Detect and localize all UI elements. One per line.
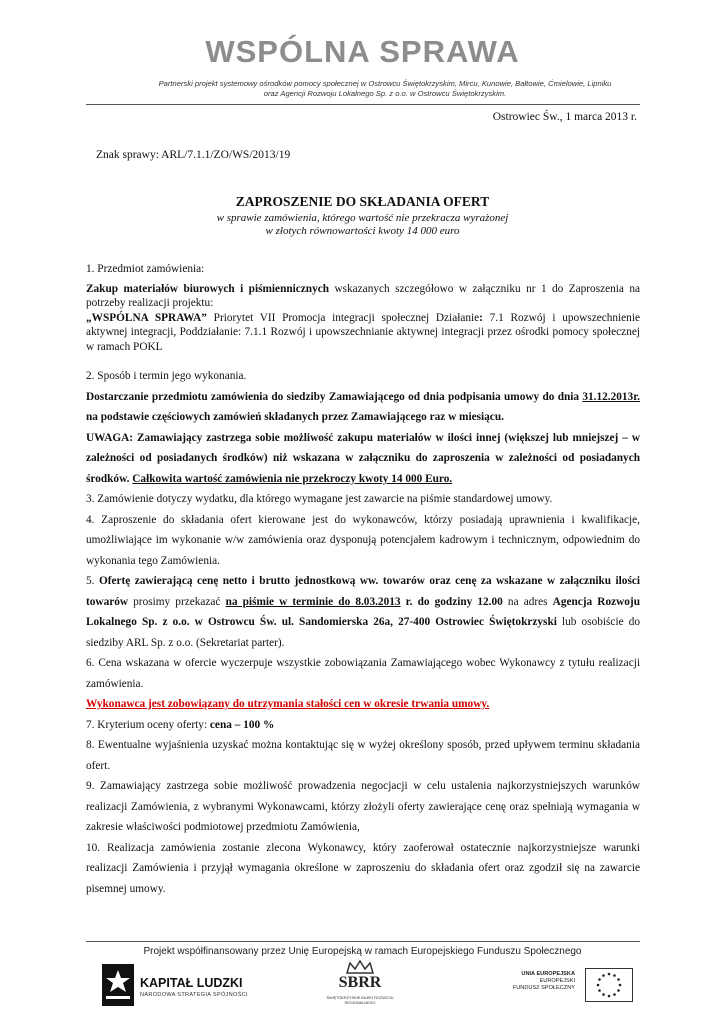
document-header-subtitle (120, 79, 650, 99)
sbrr-crown-icon (345, 960, 375, 974)
section-2-heading: 2. Sposób i termin jego wykonania. (86, 370, 247, 382)
document-header-title: WSPÓLNA SPRAWA (205, 34, 520, 69)
section-3: 3. Zamówienie dotyczy wydatku, dla którego wymagane jest zawarcie na piśmie standardowej umowy. (86, 493, 553, 505)
price-stability-warning: Wykonawca jest zobowiązany do utrzymania stałości cen w okresie trwania umowy. (86, 698, 490, 710)
subtitle-line: w złotych równowartości kwoty 14 000 euro (265, 225, 460, 237)
document-title: ZAPROSZENIE DO SKŁADANIA OFERT (235, 194, 490, 209)
offer-alt: lub osobiście do siedziby ARL Sp. z o.o. (Sekretariat parter). (86, 616, 641, 649)
section-9: 9. Zamawiający zastrzega sobie możliwość prowadzenia negocjacji w celu ustalenia najkorzystniejszych warunków realizacji Zamówienia, z wybranymi Wykonawcami, którzy złożyli oferty zawierające cenę oraz spełniają wymagania w zakresie właściwości podmiotowej przedmiotu Zamówienia, (86, 780, 640, 833)
eu-main-label: UNIA EUROPEJSKA (521, 971, 575, 977)
criterion-value: cena – 100 % (209, 718, 275, 731)
colon: : (479, 311, 483, 324)
section-8: 8. Ewentualne wyjaśnienia uzyskać można kontaktując się w wyżej określony sposób, przed upływem terminu składania ofert. (86, 739, 640, 772)
case-reference: Znak sprawy: ARL/7.1.1/ZO/WS/2013/19 (96, 149, 291, 161)
footer-cofinancing-text: Projekt współfinansowany przez Unię Europejską w ramach Europejskiego Funduszu Społecznego (143, 946, 582, 957)
kapital-ludzki-subtitle: NARODOWA STRATEGIA SPÓJNOŚCI (140, 992, 248, 998)
subject-text: wskazanych szczegółowo w załączniku nr 1 do Zaproszenia na potrzeby realizacji projektu: (86, 282, 640, 309)
kapital-ludzki-title: KAPITAŁ LUDZKI (140, 976, 243, 990)
kapital-ludzki-emblem-icon (100, 962, 136, 1008)
offer-address-label: na adres (502, 595, 553, 608)
eu-label: FUNDUSZ SPOŁECZNY (512, 985, 575, 991)
section-5-number: 5. (86, 575, 99, 587)
section-1-body (86, 282, 640, 355)
eu-logo (505, 968, 645, 1008)
subtitle-line: w sprawie zamówienia, którego wartość nie przekracza wyrażonej (216, 212, 509, 224)
document-subtitle (0, 212, 725, 238)
section-2-body (86, 387, 640, 428)
section-4: 4. Zaproszenie do składania ofert kierowane jest do wykonawców, którzy posiadają uprawnienia i kwalifikacje, umożliwiające im wykonanie w/w zamówienia oraz dysponują potencjałem kadrowym i technicznym, odpowiednim do wykonania tego Zamówienia. (86, 513, 640, 567)
document-body (86, 262, 640, 899)
offer-time: r. do godziny 12.00 (400, 595, 503, 608)
header-subtitle-line: oraz Agencji Rozwoju Lokalnego Sp. z o.o. w Ostrowcu Świętokrzyskim. (263, 89, 507, 98)
delivery-text: Dostarczanie przedmiotu zamówienia do siedziby Zamawiającego od dnia podpisania umowy do dnia (86, 390, 583, 403)
footer-divider (86, 941, 640, 942)
delivery-text-end: na podstawie częściowych zamówień składanych przez Zamawiającego raz w miesiącu. (86, 411, 504, 423)
header-divider (86, 104, 640, 105)
kapital-ludzki-logo (100, 962, 250, 1012)
offer-request: prosimy przekazać (128, 595, 226, 608)
header-subtitle-line: Partnerski projekt systemowy ośrodków pomocy społecznej w Ostrowcu Świętokrzyskim, Mircu, Kunowie, Bałtowie, Ćmielowie, Lipniku (158, 79, 612, 88)
offer-address: Agencja Rozwoju Lokalnego Sp. z o.o. w Ostrowcu Św. ul. Sandomierska 26a, 27-400 Ostrowiec Świętokrzyski (86, 595, 640, 628)
section-7 (86, 715, 640, 736)
eu-label: EUROPEJSKI (539, 978, 575, 984)
offer-text: Ofertę zawierającą cenę netto i brutto jednostkową ww. towarów oraz cenę za wskazane w załączniku ilości towarów (86, 575, 640, 608)
sbrr-mark: SBRR (338, 974, 382, 991)
eu-flag-icon (585, 968, 633, 1002)
criterion-label: 7. Kryterium oceny oferty: (86, 718, 210, 731)
section-1-heading: 1. Przedmiot zamówienia: (86, 263, 205, 275)
note-text: UWAGA: Zamawiający zastrzega sobie możliwość zakupu materiałów w ilości innej (większej lub mniejszej – w zależności od posiadanych środków) niż wskazana w załączniku do zaproszenia w zależności od posiadanych środków. (86, 431, 640, 485)
priority-rest: 7.1 Rozwój i upowszechnienie aktywnej integracji, Poddziałanie: 7.1.1 Rozwój i upowszechnianie aktywnej integracji przez ośrodki pomocy społecznej w ramach POKL (86, 311, 640, 353)
sbrr-logo (320, 960, 400, 1015)
section-6: 6. Cena wskazana w ofercie wyczerpuje wszystkie zobowiązania Zamawiającego wobec Wykonawcy z tytułu realizacji zamówienia. (86, 657, 640, 690)
section-6-warning (86, 694, 640, 715)
delivery-date: 31.12.2013r. (582, 390, 640, 403)
eu-text (505, 971, 575, 992)
subject-bold: Zakup materiałów biurowych i piśmiennicznych (86, 282, 330, 295)
document-date: Ostrowiec Św., 1 marca 2013 r. (492, 111, 637, 123)
sbrr-subtitle: ŚWIĘTOKRZYSKIE BIURO ROZWOJU REGIONALNEGO (326, 996, 394, 1005)
section-5 (86, 571, 640, 653)
offer-deadline: na piśmie w terminie do 8.03.2013 (225, 595, 401, 608)
note-limit: Całkowita wartość zamówienia nie przekroczy kwoty 14 000 Euro. (132, 472, 453, 485)
section-2-note (86, 428, 640, 490)
project-name: „WSPÓLNA SPRAWA” (86, 311, 207, 324)
section-10: 10. Realizacja zamówienia zostanie zlecona Wykonawcy, który zaoferował ostatecznie najkorzystniejsze warunki realizacji Zamówienia i przyjął wymagania określone w zaproszeniu do składania ofert oraz zgodził się na zawarcie pisemnej umowy. (86, 841, 640, 895)
priority-text: Priorytet VII Promocja integracji społecznej Działanie (206, 311, 480, 324)
